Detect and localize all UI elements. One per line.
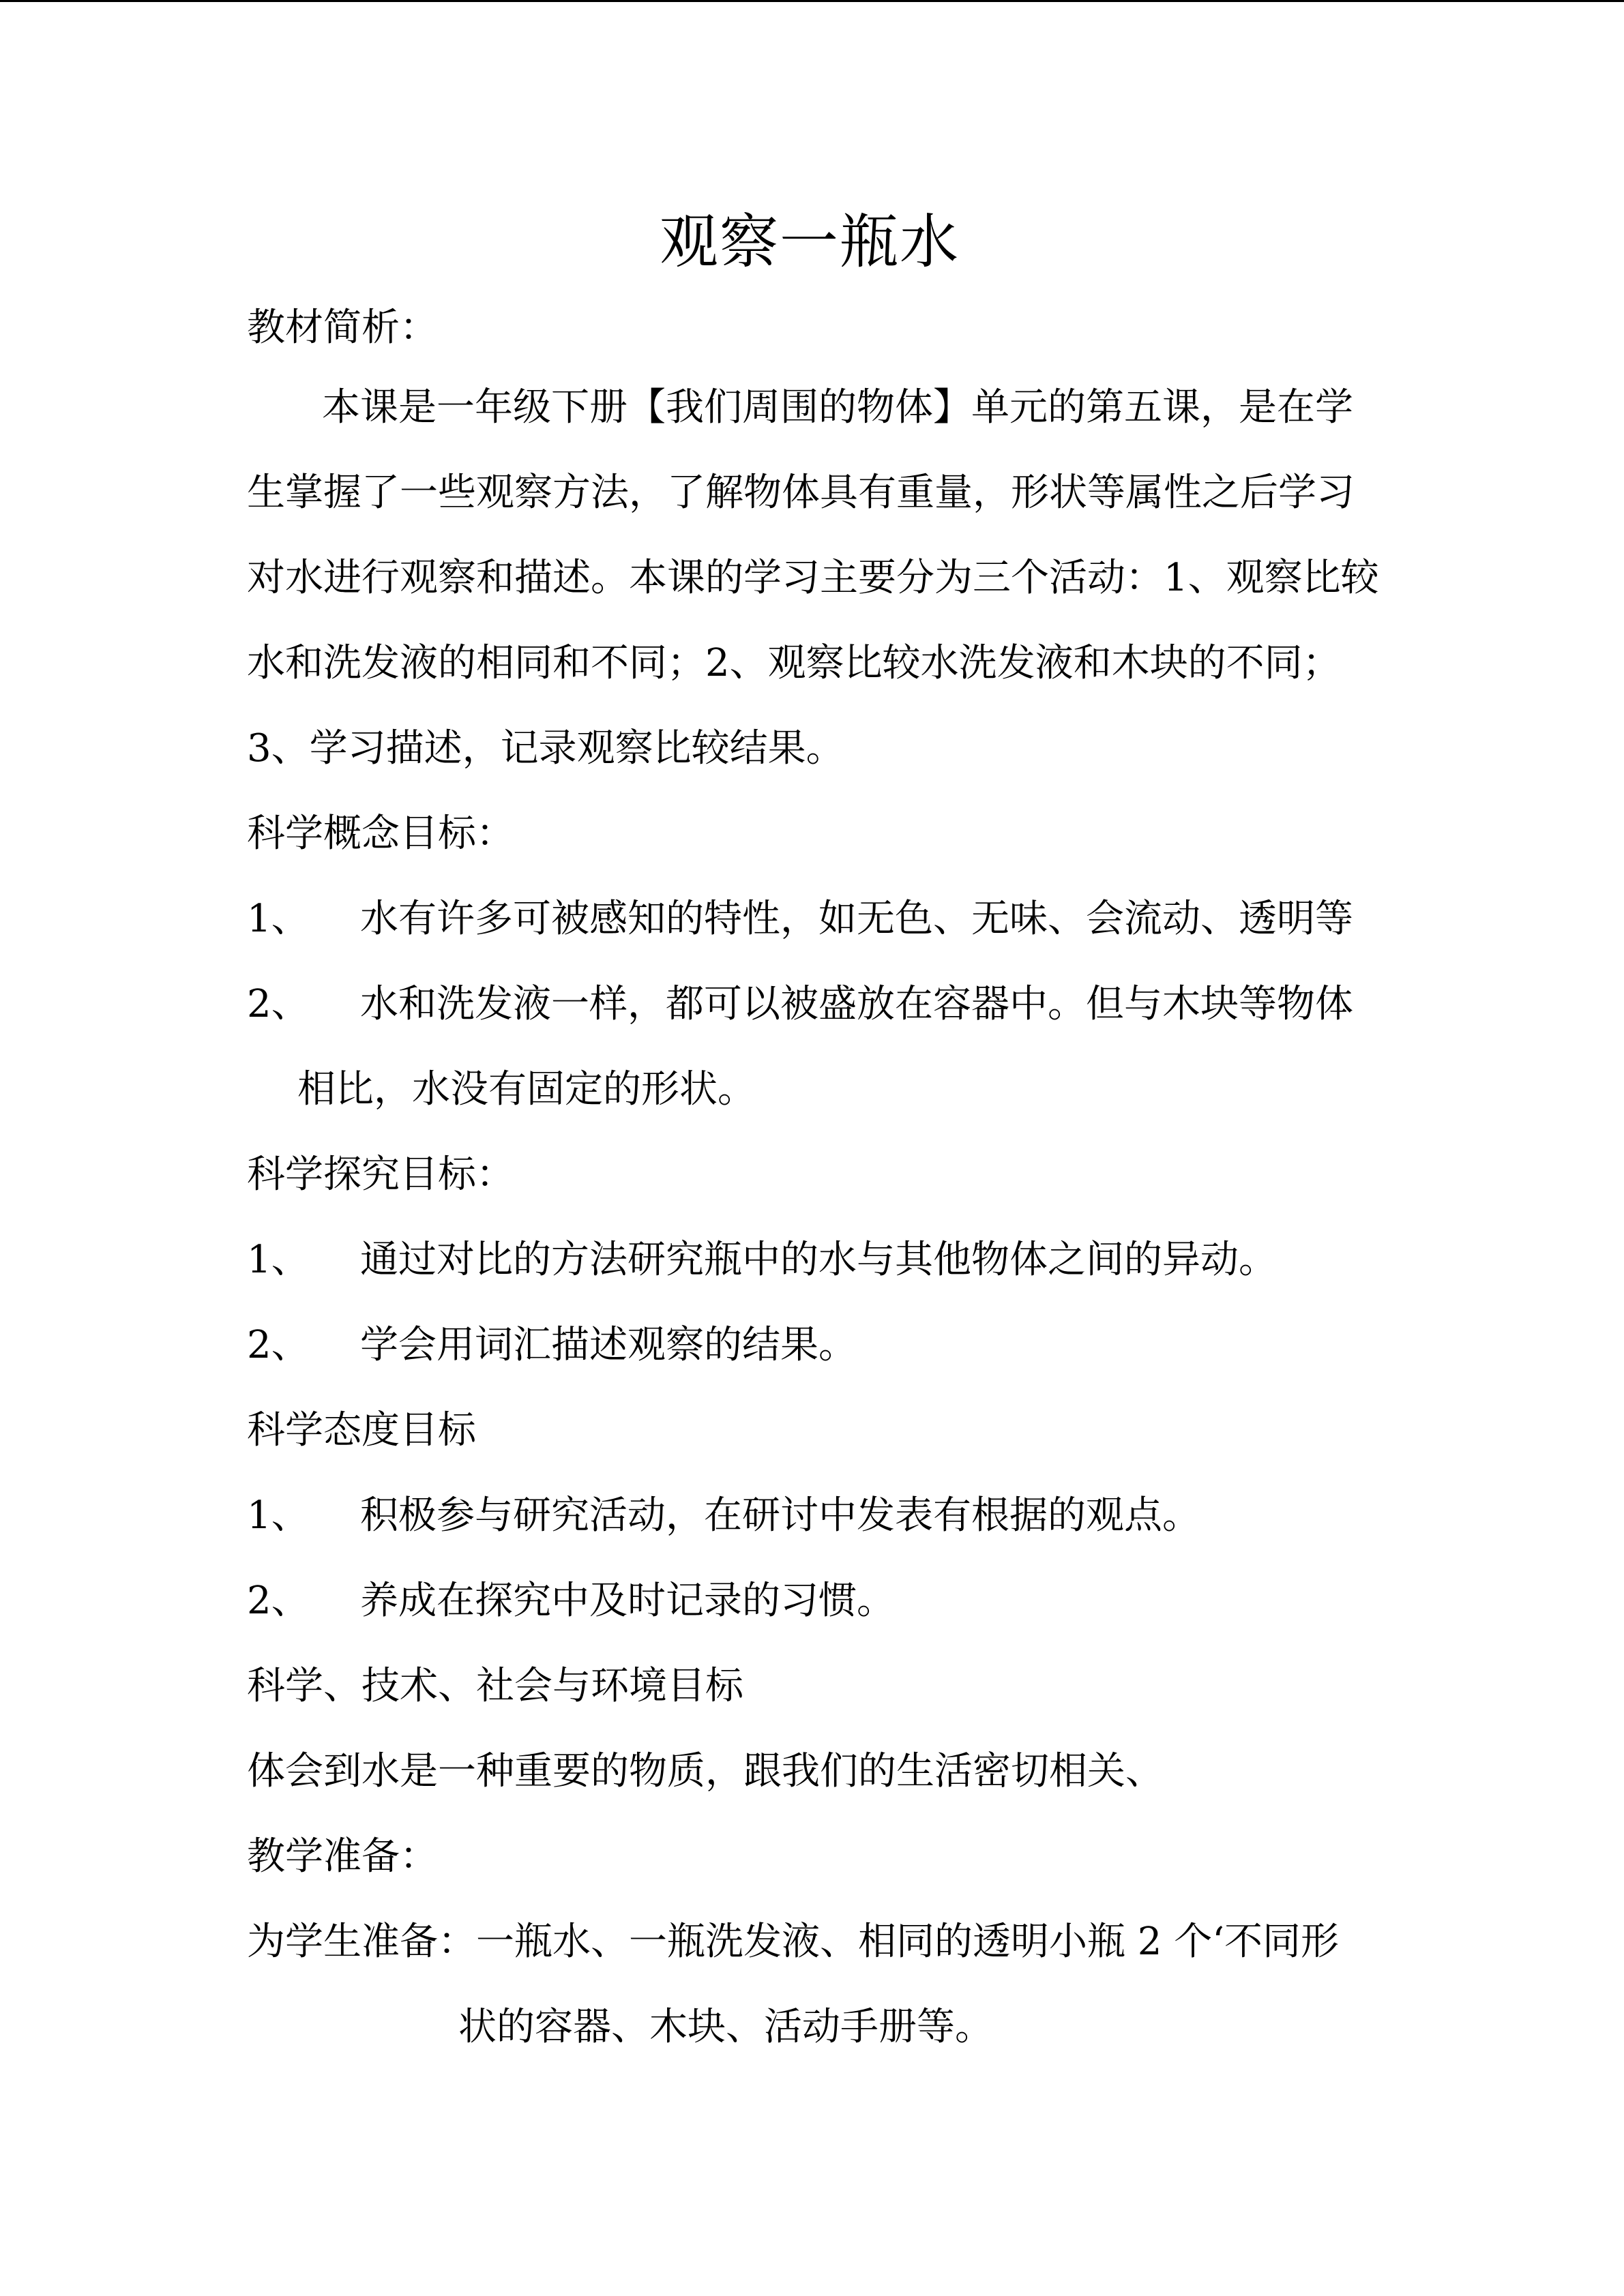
concept-item-text: 水和洗发液一样，都可以被盛放在容器中。但与木块等物体 <box>360 982 1353 1026</box>
concept-item-text: 水有许多可被感知的特性，如无色、无味、会流动、透明等 <box>360 897 1353 941</box>
analysis-line: 本课是一年级下册【我们周围的物体】单元的第五课，是在学 <box>322 385 1353 430</box>
analysis-line: 3、学习描述，记录观察比较结果。 <box>247 726 844 771</box>
inquiry-item-text: 通过对比的方法研究瓶中的水与其他物体之间的异动。 <box>360 1238 1277 1282</box>
sts-heading: 科学、技术、社会与环境目标 <box>247 1664 743 1708</box>
prep-line: 状的容器、木块、活动手册等。 <box>458 2005 993 2049</box>
attitude-item-number: 1、 <box>247 1493 310 1538</box>
attitude-item-text: 积极参与研究活动，在研讨中发表有根据的观点。 <box>360 1493 1200 1538</box>
analysis-line: 生掌握了一些观察方法，了解物体具有重量，形状等属性之后学习 <box>247 471 1355 515</box>
concept-item-number: 1、 <box>247 897 310 941</box>
concept-item-continuation: 相比，水没有固定的形状。 <box>297 1067 756 1112</box>
analysis-line: 对水进行观察和描述。本课的学习主要分为三个活动：1、观察比较 <box>247 556 1379 600</box>
inquiry-item-number: 2、 <box>247 1323 310 1367</box>
attitude-heading: 科学态度目标 <box>247 1408 476 1452</box>
concept-heading: 科学概念目标： <box>247 811 514 856</box>
analysis-heading: 教材简析： <box>247 305 438 350</box>
sts-text: 体会到水是一种重要的物质，跟我们的生活密切相关、 <box>247 1749 1164 1793</box>
analysis-line: 水和洗发液的相同和不同；2、观察比较水洗发液和木块的不同； <box>247 641 1341 685</box>
prep-line: 为学生准备：一瓶水、一瓶洗发液、相同的透明小瓶 2 个‘不同形 <box>247 1920 1340 1964</box>
inquiry-heading: 科学探究目标： <box>247 1152 514 1197</box>
inquiry-item-text: 学会用词汇描述观察的结果。 <box>360 1323 857 1367</box>
top-border-rule <box>0 0 1624 2</box>
document-title: 观察一瓶水 <box>660 208 960 276</box>
concept-item-number: 2、 <box>247 982 310 1026</box>
inquiry-item-number: 1、 <box>247 1238 310 1282</box>
attitude-item-number: 2、 <box>247 1579 310 1623</box>
attitude-item-text: 养成在探究中及时记录的习惯。 <box>360 1579 895 1623</box>
prep-heading: 教学准备： <box>247 1834 438 1879</box>
